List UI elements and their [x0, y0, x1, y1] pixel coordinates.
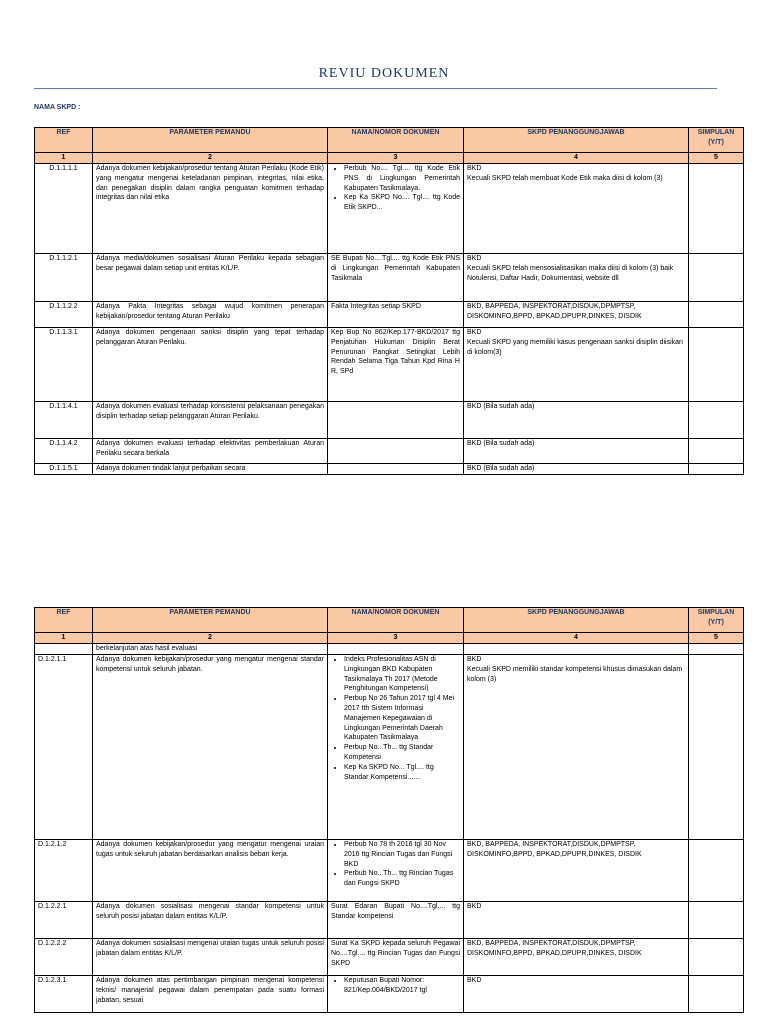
col-ref: REF	[35, 128, 93, 153]
document-cell	[328, 655, 464, 840]
ref-cell: D.1.2.1.2	[35, 840, 93, 902]
col-number: 3	[328, 153, 464, 164]
page-title: REVIU DOKUMEN	[318, 66, 450, 81]
col-number: 2	[93, 153, 328, 164]
skpd-cell	[464, 655, 689, 840]
skpd-cell	[464, 840, 689, 902]
skpd-line: BKD, BAPPEDA, INSPEKTORAT,DISDUK,DPMPTSP, DISKOMINFO,BPPD, BPKAD,DPUPR,DINKES, DISDIK	[467, 303, 642, 320]
header-row	[35, 608, 744, 633]
document-item: • Kep Ka SKPD No... Tgl.... ttg Standar Kompetensi.......	[344, 763, 460, 783]
table-row	[35, 302, 744, 328]
nama-skpd-label: NAMA SKPD :	[34, 104, 81, 111]
document-item: • Perbub No.. Th... ttg Rincian Tugas dan Fungsi SKPD	[344, 869, 460, 889]
parameter-cell: Adanya dokumen evaluasi terhadap efektivitas pemberlakuan Aturan Perilaku secara berkala	[93, 439, 328, 464]
col-number: 5	[689, 153, 744, 164]
document-cell	[328, 402, 464, 439]
simpulan-cell	[689, 840, 744, 902]
skpd-line: BKD	[467, 165, 482, 172]
simpulan-cell	[689, 464, 744, 475]
title-divider	[34, 88, 717, 89]
parameter-text: Adanya dokumen atas pertimbangan pimpinan mengenai kompetensi teknis/ manajerial pegawai dalam penempatan pada suatu formasi jabatan, sesuai	[96, 977, 324, 1004]
col-number: 2	[93, 633, 328, 644]
table-row	[35, 976, 744, 1013]
simpulan-cell	[689, 328, 744, 402]
col-number: 1	[35, 153, 93, 164]
document-item: • Perbub No.... Tgl.... ttg Kode Etik PNS di Lingkungan Pemerintah Kabupaten Tasikmalaya.	[344, 164, 460, 193]
skpd-line: Kecuali SKPD telah mensosialisasikan maka diisi di kolom (3) baik Notulensi, Daftar Hadir, Dokumentasi, website dll	[467, 264, 674, 282]
skpd-cell	[464, 164, 689, 254]
parameter-cell: Adanya dokumen sosialisasi mengenai standar kompetensi untuk seluruh posisi jabatan dalam entitas K/L/P.	[93, 902, 328, 939]
document-item: • Keputusan Bupati Nomor: 821/Kep.004/BKD/2017 tgl	[344, 976, 460, 996]
document-cell	[328, 439, 464, 464]
document-item: • Indeks Profesionalitas ASN di Lingkungan BKD Kabupaten Tasikmalaya Th 2017 (Metode Penghitungan Kompetensi)	[344, 655, 460, 694]
simpulan-cell	[689, 164, 744, 254]
document-item: • Perbup No.. Th... ttg Standar Kompetensi	[344, 743, 460, 763]
col-number: 4	[464, 153, 689, 164]
col-number: 5	[689, 633, 744, 644]
skpd-line: BKD	[467, 329, 482, 336]
ref-cell: D.1.2.2.2	[35, 939, 93, 976]
table-row	[35, 655, 744, 840]
document-cell: Fakta Integritas setiap SKPD	[328, 302, 464, 328]
skpd-cell	[464, 464, 689, 475]
document-cell: Surat Ka SKPD kepada seluruh Pegawai No....Tgl.... ttg Rincian Tugas dan Fungsi SKPD	[328, 939, 464, 976]
document-cell	[328, 644, 464, 655]
skpd-cell	[464, 328, 689, 402]
ref-cell: D.1.2.2.1	[35, 902, 93, 939]
skpd-line: BKD, BAPPEDA, INSPEKTORAT,DISDUK,DPMPTSP, DISKOMINFO,BPPD, BPKAD,DPUPR,DINKES, DISDIK	[467, 940, 642, 957]
skpd-line: BKD (Bila sudah ada)	[467, 465, 535, 472]
skpd-line: BKD (Bila sudah ada)	[467, 440, 535, 447]
document-cell	[328, 164, 464, 254]
document-cell: Surat Edaran Bupati No....Tgl.... ttg Standar kompetensi	[328, 902, 464, 939]
skpd-line: BKD, BAPPEDA, INSPEKTORAT,DISDUK,DPMPTSP, DISKOMINFO,BPPD, BPKAD,DPUPR,DINKES, DISDIK	[467, 841, 642, 858]
col-parameter: PARAMETER PEMANDU	[93, 128, 328, 153]
parameter-cell: Adanya dokumen kebijakan/prosedur tentang Aturan Perilaku (Kode Etik) yang mengatur mengenai keteladanan pimpinan, integritas, nilai etika, dan penegakan disiplin dalam rangka penguatan komitmen terhadap integritas dan nilai etika	[93, 164, 328, 254]
col-skpd: SKPD PENANGGUNGJAWAB	[464, 608, 689, 633]
ref-cell: D.1.2.1.1	[35, 655, 93, 840]
ref-cell: D.1.1.4.1	[35, 402, 93, 439]
document-cell	[328, 464, 464, 475]
table-row	[35, 902, 744, 939]
column-number-row	[35, 633, 744, 644]
header-row	[35, 128, 744, 153]
col-ref: REF	[35, 608, 93, 633]
parameter-cell: Adanya dokumen tindak lanjut perbaikan secara	[93, 464, 328, 475]
skpd-cell	[464, 902, 689, 939]
skpd-line: Kecuali SKPD memiliki standar kompetensi khusus dimasukan dalam kolom (3)	[467, 665, 683, 683]
table-row	[35, 439, 744, 464]
table-row	[35, 164, 744, 254]
skpd-cell	[464, 976, 689, 1013]
skpd-line: BKD	[467, 903, 482, 910]
skpd-line: BKD (Bila sudah ada)	[467, 403, 535, 410]
parameter-cell: Adanya dokumen pengenaan sanksi disiplin yang tepat terhadap pelanggaran Aturan Perilaku.	[93, 328, 328, 402]
document-cell	[328, 976, 464, 1013]
simpulan-cell	[689, 976, 744, 1013]
skpd-line: BKD	[467, 255, 482, 262]
simpulan-cell	[689, 902, 744, 939]
table-row	[35, 328, 744, 402]
document-cell	[328, 840, 464, 902]
col-skpd: SKPD PENANGGUNGJAWAB	[464, 128, 689, 153]
table-row	[35, 464, 744, 475]
document-item: • Perbub No 78 th 2016 tgl 30 Nov 2016 ttg Rincian Tugas dan Fungsi BKD	[344, 840, 460, 869]
skpd-cell	[464, 402, 689, 439]
parameter-cell: Adanya dokumen sosialisasi mengenai uraian tugas untuk seluruh posisi jabatan dalam entitas K/L/P.	[93, 939, 328, 976]
table-row	[35, 402, 744, 439]
parameter-cell: Adanya Pakta Integritas sebagai wujud komitmen penerapan kebijakan/prosedur tentang Aturan Perilaku	[93, 302, 328, 328]
col-number: 1	[35, 633, 93, 644]
col-parameter: PARAMETER PEMANDU	[93, 608, 328, 633]
ref-cell	[35, 976, 93, 1013]
simpulan-cell	[689, 939, 744, 976]
skpd-cell	[464, 254, 689, 302]
col-simpulan: SIMPULAN (Y/T)	[689, 608, 744, 633]
skpd-line: Kecuali SKPD yang memiliki kasus pengenaan sanksi disiplin diisikan di kolom(3)	[467, 338, 683, 356]
simpulan-cell	[689, 302, 744, 328]
column-number-row	[35, 153, 744, 164]
simpulan-clip	[692, 976, 740, 1012]
col-document: NAMA/NOMOR DOKUMEN	[328, 128, 464, 153]
ref-cell: D.1.1.5.1	[35, 464, 93, 475]
document-item: • Perbup No 26 Tahun 2017 tgl 4 Mei 2017 tth Sistem Informasi Manajemen Kepegawaian di Lingkungan Pemerintah Daerah Kabupaten Tasikmalaya	[344, 694, 460, 743]
simpulan-cell	[689, 644, 744, 655]
col-number: 4	[464, 633, 689, 644]
ref-cell: D.1.1.4.2	[35, 439, 93, 464]
document-cell: Kep Bup No 862/Kep.177-BKD/2017 ttg Penjatuhan Hukuman Disiplin Berat Penurunan Pangkat Setingkat Lebih Rendah Selama Tiga Tahun Kpd Rina H R, SPd	[328, 328, 464, 402]
skpd-cell	[464, 939, 689, 976]
ref-cell: D.1.1.2.2	[35, 302, 93, 328]
table-row	[35, 644, 744, 655]
parameter-cell: Adanya dokumen kebijakan/prosedur yang mengatur mengenai uraian tugas untuk seluruh jabatan berdasarkan analisis beban kerja.	[93, 840, 328, 902]
table-row	[35, 254, 744, 302]
skpd-cell	[464, 302, 689, 328]
skpd-line: BKD	[467, 656, 482, 663]
parameter-cell: Adanya dokumen kebijakan/prosedur yang mengatur mengenai standar kompetensi untuk seluruh jabatan.	[93, 655, 328, 840]
ref-cell	[35, 644, 93, 655]
simpulan-cell	[689, 254, 744, 302]
table-row	[35, 840, 744, 902]
skpd-cell	[464, 644, 689, 655]
skpd-line: Kecuali SKPD telah membuat Kode Etik maka diisi di kolom (3)	[467, 174, 663, 182]
review-table-2	[34, 607, 744, 1013]
document-item: • Kep Ka SKPD No.... Tgl.... ttg Kode Etik SKPD...	[344, 193, 460, 213]
ref-cell: D.1.1.1.1	[35, 164, 93, 254]
col-document: NAMA/NOMOR DOKUMEN	[328, 608, 464, 633]
review-table-1	[34, 127, 744, 475]
ref-cell: D.1.1.3.1	[35, 328, 93, 402]
parameter-cell	[93, 976, 328, 1013]
simpulan-cell	[689, 402, 744, 439]
simpulan-cell	[689, 439, 744, 464]
simpulan-cell	[689, 655, 744, 840]
document-clip	[331, 976, 460, 1012]
parameter-cell: Adanya media/dokumen sosialisasi Aturan Perilaku kepada sebagian besar pegawai dalam setiap unit entitas K/L/P.	[93, 254, 328, 302]
skpd-line: BKD	[467, 977, 482, 984]
table-row	[35, 939, 744, 976]
ref-text: D.1.2.3.1	[38, 977, 67, 984]
col-number: 3	[328, 633, 464, 644]
col-simpulan: SIMPULAN (Y/T)	[689, 128, 744, 153]
document-cell: SE Bupati No....Tgl.... ttg Kode Etik PNS di Lingkungan Pemerintah Kabupaten Tasikmala	[328, 254, 464, 302]
ref-cell: D.1.1.2.1	[35, 254, 93, 302]
skpd-cell	[464, 439, 689, 464]
parameter-cell: Adanya dokumen evaluasi terhadap konsistensi pelaksanaan penegakan disiplin terhadap setiap pelanggaran Aturan Perilaku.	[93, 402, 328, 439]
parameter-cell: berkelanjutan atas hasil evaluasi	[93, 644, 328, 655]
